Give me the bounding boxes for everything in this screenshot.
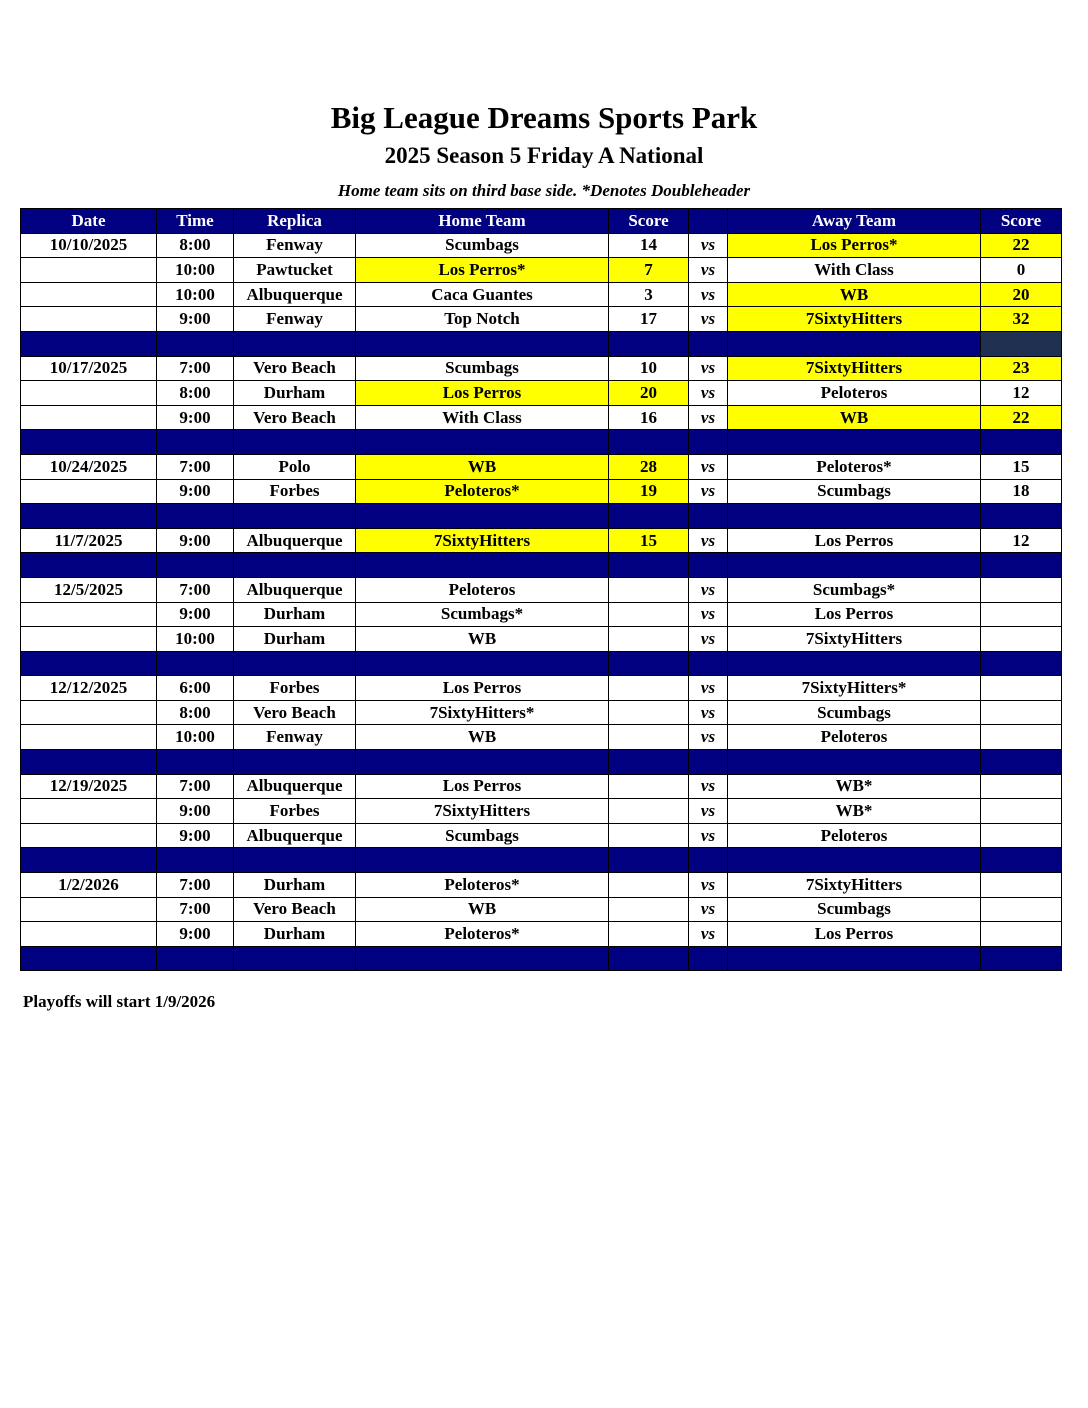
playoffs-note: Playoffs will start 1/9/2026 [23, 992, 216, 1011]
away-score: 32 [981, 307, 1062, 332]
game-row [21, 897, 1062, 922]
separator-cell [234, 430, 356, 455]
game-date [21, 627, 157, 652]
separator-cell [356, 331, 609, 356]
game-date [21, 258, 157, 283]
home-score [609, 700, 689, 725]
separator-cell [689, 750, 728, 775]
game-replica: Vero Beach [234, 405, 356, 430]
separator-cell [728, 504, 981, 529]
schedule-body [21, 233, 1062, 971]
separator-cell [609, 553, 689, 578]
game-row [21, 823, 1062, 848]
separator-cell [356, 553, 609, 578]
week-separator-row [21, 750, 1062, 775]
schedule-table [20, 208, 1062, 971]
home-score: 20 [609, 381, 689, 406]
game-date [21, 922, 157, 947]
away-score: 20 [981, 282, 1062, 307]
home-team: WB [356, 897, 609, 922]
home-score: 7 [609, 258, 689, 283]
vs-label: vs [689, 233, 728, 258]
game-replica: Pawtucket [234, 258, 356, 283]
separator-cell [981, 651, 1062, 676]
vs-label: vs [689, 307, 728, 332]
home-team: Scumbags [356, 823, 609, 848]
separator-cell [609, 651, 689, 676]
away-team: Peloteros* [728, 454, 981, 479]
away-team: 7SixtyHitters [728, 627, 981, 652]
home-score: 16 [609, 405, 689, 430]
game-row [21, 356, 1062, 381]
separator-cell [728, 651, 981, 676]
away-score: 12 [981, 381, 1062, 406]
separator-cell [234, 848, 356, 873]
header-date: Date [21, 209, 157, 234]
away-team: Los Perros [728, 602, 981, 627]
vs-label: vs [689, 700, 728, 725]
game-date: 10/24/2025 [21, 454, 157, 479]
game-time: 10:00 [157, 725, 234, 750]
vs-label: vs [689, 282, 728, 307]
home-team: Scumbags* [356, 602, 609, 627]
game-row [21, 725, 1062, 750]
week-separator-row [21, 946, 1062, 971]
home-score [609, 725, 689, 750]
separator-cell [21, 430, 157, 455]
separator-cell [981, 430, 1062, 455]
game-time: 7:00 [157, 774, 234, 799]
separator-cell [981, 504, 1062, 529]
game-row [21, 405, 1062, 430]
separator-cell [609, 750, 689, 775]
game-time: 8:00 [157, 700, 234, 725]
game-replica: Forbes [234, 479, 356, 504]
home-score [609, 823, 689, 848]
game-date [21, 307, 157, 332]
separator-cell [157, 750, 234, 775]
game-row [21, 454, 1062, 479]
home-team: Scumbags [356, 233, 609, 258]
game-row [21, 799, 1062, 824]
separator-cell [609, 331, 689, 356]
home-team: 7SixtyHitters* [356, 700, 609, 725]
game-replica: Fenway [234, 233, 356, 258]
away-score: 22 [981, 405, 1062, 430]
separator-cell [157, 430, 234, 455]
away-score: 18 [981, 479, 1062, 504]
game-row [21, 774, 1062, 799]
separator-cell [981, 750, 1062, 775]
separator-cell [728, 430, 981, 455]
separator-cell [689, 651, 728, 676]
vs-label: vs [689, 479, 728, 504]
separator-cell [21, 331, 157, 356]
home-score [609, 627, 689, 652]
away-score [981, 602, 1062, 627]
header-away-score: Score [981, 209, 1062, 234]
separator-cell [234, 750, 356, 775]
game-row [21, 602, 1062, 627]
home-score [609, 774, 689, 799]
game-row [21, 700, 1062, 725]
game-time: 9:00 [157, 922, 234, 947]
game-row [21, 258, 1062, 283]
header-time: Time [157, 209, 234, 234]
game-row [21, 577, 1062, 602]
away-team: 7SixtyHitters [728, 873, 981, 898]
game-replica: Forbes [234, 676, 356, 701]
game-time: 10:00 [157, 282, 234, 307]
separator-cell [157, 848, 234, 873]
away-team: 7SixtyHitters* [728, 676, 981, 701]
home-team: Top Notch [356, 307, 609, 332]
separator-cell [21, 651, 157, 676]
game-replica: Fenway [234, 307, 356, 332]
separator-cell [356, 651, 609, 676]
game-row [21, 282, 1062, 307]
separator-cell [21, 504, 157, 529]
game-row [21, 528, 1062, 553]
home-team: WB [356, 454, 609, 479]
separator-cell [356, 848, 609, 873]
game-time: 9:00 [157, 823, 234, 848]
game-time: 9:00 [157, 307, 234, 332]
home-score [609, 922, 689, 947]
game-replica: Albuquerque [234, 282, 356, 307]
away-team: 7SixtyHitters [728, 356, 981, 381]
week-separator-row [21, 430, 1062, 455]
away-score [981, 725, 1062, 750]
home-team: Los Perros [356, 774, 609, 799]
home-score [609, 602, 689, 627]
game-time: 9:00 [157, 405, 234, 430]
page-subtitle: 2025 Season 5 Friday A National [384, 143, 704, 168]
separator-cell [356, 946, 609, 971]
separator-cell [356, 430, 609, 455]
separator-cell [981, 946, 1062, 971]
separator-cell [234, 553, 356, 578]
away-score [981, 627, 1062, 652]
separator-cell [21, 750, 157, 775]
game-time: 9:00 [157, 479, 234, 504]
vs-label: vs [689, 897, 728, 922]
home-team: Peloteros* [356, 873, 609, 898]
away-team: Scumbags* [728, 577, 981, 602]
home-score: 15 [609, 528, 689, 553]
game-date: 11/7/2025 [21, 528, 157, 553]
home-score [609, 897, 689, 922]
away-team: Scumbags [728, 897, 981, 922]
away-team: WB [728, 282, 981, 307]
away-score: 0 [981, 258, 1062, 283]
game-replica: Vero Beach [234, 897, 356, 922]
away-team: 7SixtyHitters [728, 307, 981, 332]
separator-cell [234, 651, 356, 676]
game-date [21, 725, 157, 750]
game-date: 12/19/2025 [21, 774, 157, 799]
game-date [21, 282, 157, 307]
game-date [21, 897, 157, 922]
home-team: 7SixtyHitters [356, 799, 609, 824]
separator-cell [157, 504, 234, 529]
game-row [21, 627, 1062, 652]
away-score [981, 774, 1062, 799]
vs-label: vs [689, 676, 728, 701]
separator-cell [981, 331, 1062, 356]
away-score: 15 [981, 454, 1062, 479]
game-replica: Durham [234, 381, 356, 406]
home-score [609, 873, 689, 898]
away-score [981, 700, 1062, 725]
game-row [21, 307, 1062, 332]
game-time: 7:00 [157, 897, 234, 922]
separator-cell [21, 553, 157, 578]
home-score: 10 [609, 356, 689, 381]
header-home-score: Score [609, 209, 689, 234]
vs-label: vs [689, 823, 728, 848]
game-date: 1/2/2026 [21, 873, 157, 898]
separator-cell [609, 430, 689, 455]
vs-label: vs [689, 873, 728, 898]
game-date [21, 700, 157, 725]
game-time: 8:00 [157, 381, 234, 406]
away-team: With Class [728, 258, 981, 283]
week-separator-row [21, 848, 1062, 873]
game-time: 9:00 [157, 799, 234, 824]
game-date: 10/17/2025 [21, 356, 157, 381]
home-team: With Class [356, 405, 609, 430]
week-separator-row [21, 553, 1062, 578]
separator-cell [609, 504, 689, 529]
home-score: 28 [609, 454, 689, 479]
vs-label: vs [689, 602, 728, 627]
vs-label: vs [689, 405, 728, 430]
vs-label: vs [689, 799, 728, 824]
away-score [981, 922, 1062, 947]
game-date: 10/10/2025 [21, 233, 157, 258]
away-team: Peloteros [728, 381, 981, 406]
game-time: 6:00 [157, 676, 234, 701]
game-row [21, 381, 1062, 406]
week-separator-row [21, 651, 1062, 676]
separator-cell [981, 553, 1062, 578]
game-time: 7:00 [157, 454, 234, 479]
away-team: WB* [728, 774, 981, 799]
game-row [21, 233, 1062, 258]
vs-label: vs [689, 922, 728, 947]
header-away-team: Away Team [728, 209, 981, 234]
week-separator-row [21, 331, 1062, 356]
separator-cell [609, 848, 689, 873]
away-score [981, 873, 1062, 898]
game-date [21, 823, 157, 848]
away-score [981, 577, 1062, 602]
game-row [21, 922, 1062, 947]
away-score [981, 823, 1062, 848]
game-date [21, 405, 157, 430]
game-time: 10:00 [157, 258, 234, 283]
separator-cell [689, 553, 728, 578]
game-replica: Durham [234, 627, 356, 652]
vs-label: vs [689, 381, 728, 406]
page-title: Big League Dreams Sports Park [330, 100, 758, 135]
game-date [21, 602, 157, 627]
separator-cell [356, 504, 609, 529]
game-date [21, 479, 157, 504]
away-team: Scumbags [728, 700, 981, 725]
game-time: 8:00 [157, 233, 234, 258]
game-time: 10:00 [157, 627, 234, 652]
home-score [609, 799, 689, 824]
separator-cell [356, 750, 609, 775]
separator-cell [689, 504, 728, 529]
home-team: Peloteros* [356, 479, 609, 504]
home-team: Los Perros* [356, 258, 609, 283]
separator-cell [728, 331, 981, 356]
home-team: Los Perros [356, 676, 609, 701]
game-replica: Durham [234, 602, 356, 627]
header-row [21, 209, 1062, 234]
game-row [21, 479, 1062, 504]
away-score [981, 676, 1062, 701]
game-replica: Albuquerque [234, 577, 356, 602]
game-date: 12/5/2025 [21, 577, 157, 602]
home-team: Los Perros [356, 381, 609, 406]
game-date [21, 381, 157, 406]
away-team: WB [728, 405, 981, 430]
home-team: WB [356, 627, 609, 652]
game-replica: Vero Beach [234, 356, 356, 381]
game-row [21, 873, 1062, 898]
home-score: 19 [609, 479, 689, 504]
home-team: WB [356, 725, 609, 750]
week-separator-row [21, 504, 1062, 529]
home-score [609, 577, 689, 602]
game-row [21, 676, 1062, 701]
game-replica: Albuquerque [234, 823, 356, 848]
game-time: 7:00 [157, 356, 234, 381]
home-score [609, 676, 689, 701]
away-score: 12 [981, 528, 1062, 553]
separator-cell [157, 651, 234, 676]
game-date: 12/12/2025 [21, 676, 157, 701]
game-time: 7:00 [157, 577, 234, 602]
game-replica: Albuquerque [234, 774, 356, 799]
game-time: 9:00 [157, 602, 234, 627]
game-replica: Fenway [234, 725, 356, 750]
separator-cell [157, 946, 234, 971]
separator-cell [689, 430, 728, 455]
away-team: Los Perros* [728, 233, 981, 258]
header-replica: Replica [234, 209, 356, 234]
schedule-note: Home team sits on third base side. *Denotes Doubleheader [337, 181, 751, 200]
vs-label: vs [689, 774, 728, 799]
vs-label: vs [689, 528, 728, 553]
header-vs [689, 209, 728, 234]
separator-cell [689, 331, 728, 356]
separator-cell [728, 553, 981, 578]
separator-cell [689, 946, 728, 971]
vs-label: vs [689, 725, 728, 750]
away-score: 23 [981, 356, 1062, 381]
game-replica: Albuquerque [234, 528, 356, 553]
vs-label: vs [689, 627, 728, 652]
away-score: 22 [981, 233, 1062, 258]
vs-label: vs [689, 356, 728, 381]
separator-cell [21, 848, 157, 873]
home-team: Caca Guantes [356, 282, 609, 307]
separator-cell [981, 848, 1062, 873]
separator-cell [234, 504, 356, 529]
separator-cell [234, 331, 356, 356]
vs-label: vs [689, 577, 728, 602]
separator-cell [234, 946, 356, 971]
home-team: 7SixtyHitters [356, 528, 609, 553]
separator-cell [728, 946, 981, 971]
away-team: Peloteros [728, 725, 981, 750]
away-team: Scumbags [728, 479, 981, 504]
away-team: WB* [728, 799, 981, 824]
away-score [981, 799, 1062, 824]
home-score: 17 [609, 307, 689, 332]
game-time: 9:00 [157, 528, 234, 553]
game-replica: Forbes [234, 799, 356, 824]
separator-cell [728, 750, 981, 775]
home-score: 3 [609, 282, 689, 307]
game-replica: Polo [234, 454, 356, 479]
separator-cell [609, 946, 689, 971]
game-replica: Durham [234, 922, 356, 947]
separator-cell [21, 946, 157, 971]
away-score [981, 897, 1062, 922]
vs-label: vs [689, 454, 728, 479]
home-team: Peloteros [356, 577, 609, 602]
away-team: Los Perros [728, 528, 981, 553]
game-replica: Durham [234, 873, 356, 898]
home-team: Scumbags [356, 356, 609, 381]
separator-cell [157, 331, 234, 356]
away-team: Los Perros [728, 922, 981, 947]
header-home-team: Home Team [356, 209, 609, 234]
separator-cell [689, 848, 728, 873]
game-replica: Vero Beach [234, 700, 356, 725]
separator-cell [728, 848, 981, 873]
vs-label: vs [689, 258, 728, 283]
away-team: Peloteros [728, 823, 981, 848]
game-date [21, 799, 157, 824]
separator-cell [157, 553, 234, 578]
home-team: Peloteros* [356, 922, 609, 947]
game-time: 7:00 [157, 873, 234, 898]
home-score: 14 [609, 233, 689, 258]
